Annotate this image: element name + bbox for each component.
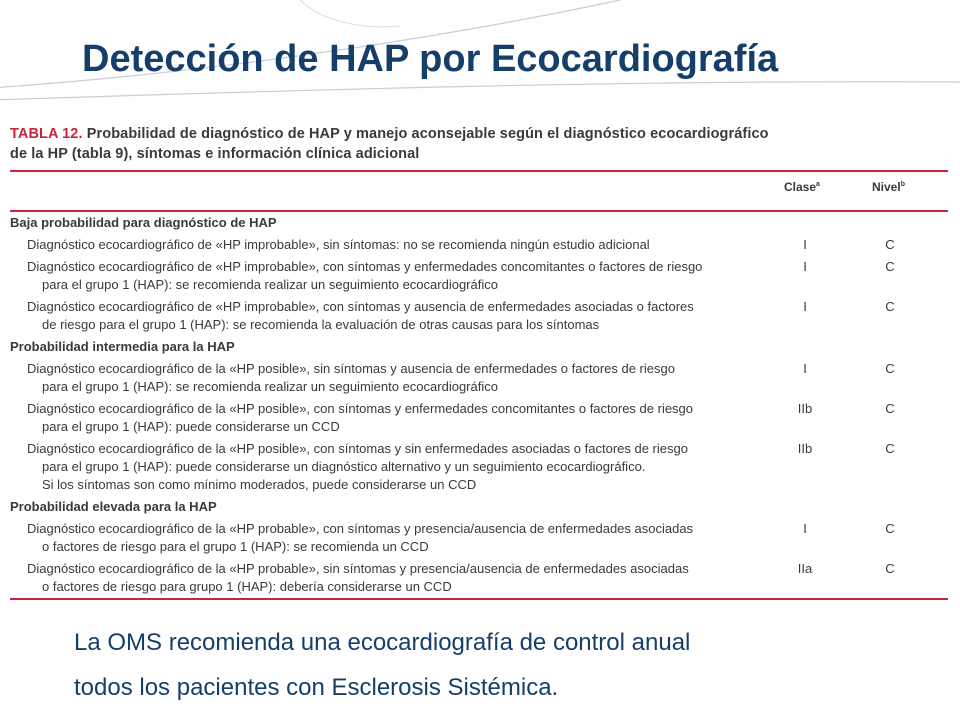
table-header	[10, 172, 948, 208]
table-caption-line1: Probabilidad de diagnóstico de HAP y manejo aconsejable según el diagnóstico ecocardiográfico	[86, 126, 769, 142]
table-row	[10, 236, 948, 254]
row-text-continuation: o factores de riesgo para el grupo 1 (HAP): se recomienda un CCD	[42, 539, 429, 554]
row-text: Diagnóstico ecocardiográfico de la «HP posible», con síntomas y enfermedades concomitantes o factores de riesgo	[27, 401, 694, 416]
note-line-1: La OMS recomienda una ecocardiografía de control anual	[74, 629, 691, 656]
row-text: Diagnóstico ecocardiográfico de «HP improbable», con síntomas y enfermedades concomitantes o factores de riesgo	[27, 259, 703, 274]
row-text-continuation: de riesgo para el grupo 1 (HAP): se recomienda la evaluación de otras causas para los síntomas	[42, 317, 600, 332]
row-nivel: C	[885, 401, 895, 416]
table-row	[10, 298, 948, 334]
row-text: Diagnóstico ecocardiográfico de «HP improbable», sin síntomas: no se recomienda ningún estudio adicional	[27, 237, 650, 252]
row-text: Diagnóstico ecocardiográfico de la «HP probable», con síntomas y presencia/ausencia de enfermedades asociadas	[27, 521, 694, 536]
row-text-continuation: para el grupo 1 (HAP): puede considerarse un diagnóstico alternativo y un seguimiento ecocardiográfico.	[42, 459, 646, 474]
row-clase: I	[803, 259, 807, 274]
table-group-title: Probabilidad intermedia para la HAP	[10, 339, 235, 354]
row-text-continuation: para el grupo 1 (HAP): puede considerarse un CCD	[42, 419, 340, 434]
table-rule-bottom	[10, 598, 948, 600]
row-clase: I	[803, 299, 807, 314]
table-rule-header	[10, 210, 948, 212]
row-clase: I	[803, 237, 807, 252]
row-clase: IIb	[797, 441, 813, 456]
table-group-title: Probabilidad elevada para la HAP	[10, 499, 217, 514]
row-text-continuation: para el grupo 1 (HAP): se recomienda realizar un seguimiento ecocardiográfico	[42, 379, 498, 394]
row-nivel: C	[885, 521, 895, 536]
recommendation-table	[10, 124, 948, 600]
column-header-clase: Clase$^a$	[784, 180, 820, 194]
row-text: Diagnóstico ecocardiográfico de la «HP posible», sin síntomas y ausencia de enfermedades o factores de riesgo	[27, 361, 675, 376]
row-nivel: C	[885, 441, 895, 456]
column-header-nivel: Nivel$^b$	[872, 180, 905, 194]
table-row	[10, 360, 948, 396]
table-row	[10, 520, 948, 556]
table-row	[10, 400, 948, 436]
row-clase: I	[803, 521, 807, 536]
table-caption-line2: de la HP (tabla 9), síntomas e información clínica adicional	[10, 146, 420, 162]
row-text: Diagnóstico ecocardiográfico de «HP improbable», con síntomas y ausencia de enfermedades asociadas o factores	[27, 299, 694, 314]
row-nivel: C	[885, 361, 895, 376]
row-text-continuation: Si los síntomas son como mínimo moderados, puede considerarse un CCD	[42, 477, 477, 492]
recommendation-note	[74, 620, 934, 710]
row-nivel: C	[885, 299, 895, 314]
table-row	[10, 258, 948, 294]
table-label: TABLA 12.	[10, 126, 83, 142]
row-clase: I	[803, 361, 807, 376]
row-nivel: C	[885, 561, 895, 576]
table-row	[10, 440, 948, 494]
row-text: Diagnóstico ecocardiográfico de la «HP probable», sin síntomas y presencia/ausencia de enfermedades asociadas	[27, 561, 689, 576]
table-caption	[10, 124, 948, 164]
table-group-title: Baja probabilidad para diagnóstico de HAP	[10, 215, 277, 230]
page-title: Detección de HAP por Ecocardiografía	[82, 38, 779, 80]
note-line-2: todos los pacientes con Esclerosis Sistémica.	[74, 674, 559, 701]
row-text-continuation: o factores de riesgo para grupo 1 (HAP): debería considerarse un CCD	[42, 579, 452, 594]
row-nivel: C	[885, 237, 895, 252]
row-clase: IIb	[797, 401, 813, 416]
row-clase: IIa	[797, 561, 813, 576]
row-text-continuation: para el grupo 1 (HAP): se recomienda realizar un seguimiento ecocardiográfico	[42, 277, 498, 292]
row-nivel: C	[885, 259, 895, 274]
table-row	[10, 560, 948, 596]
row-text: Diagnóstico ecocardiográfico de la «HP posible», con síntomas y sin enfermedades asociadas o factores de riesgo	[27, 441, 688, 456]
